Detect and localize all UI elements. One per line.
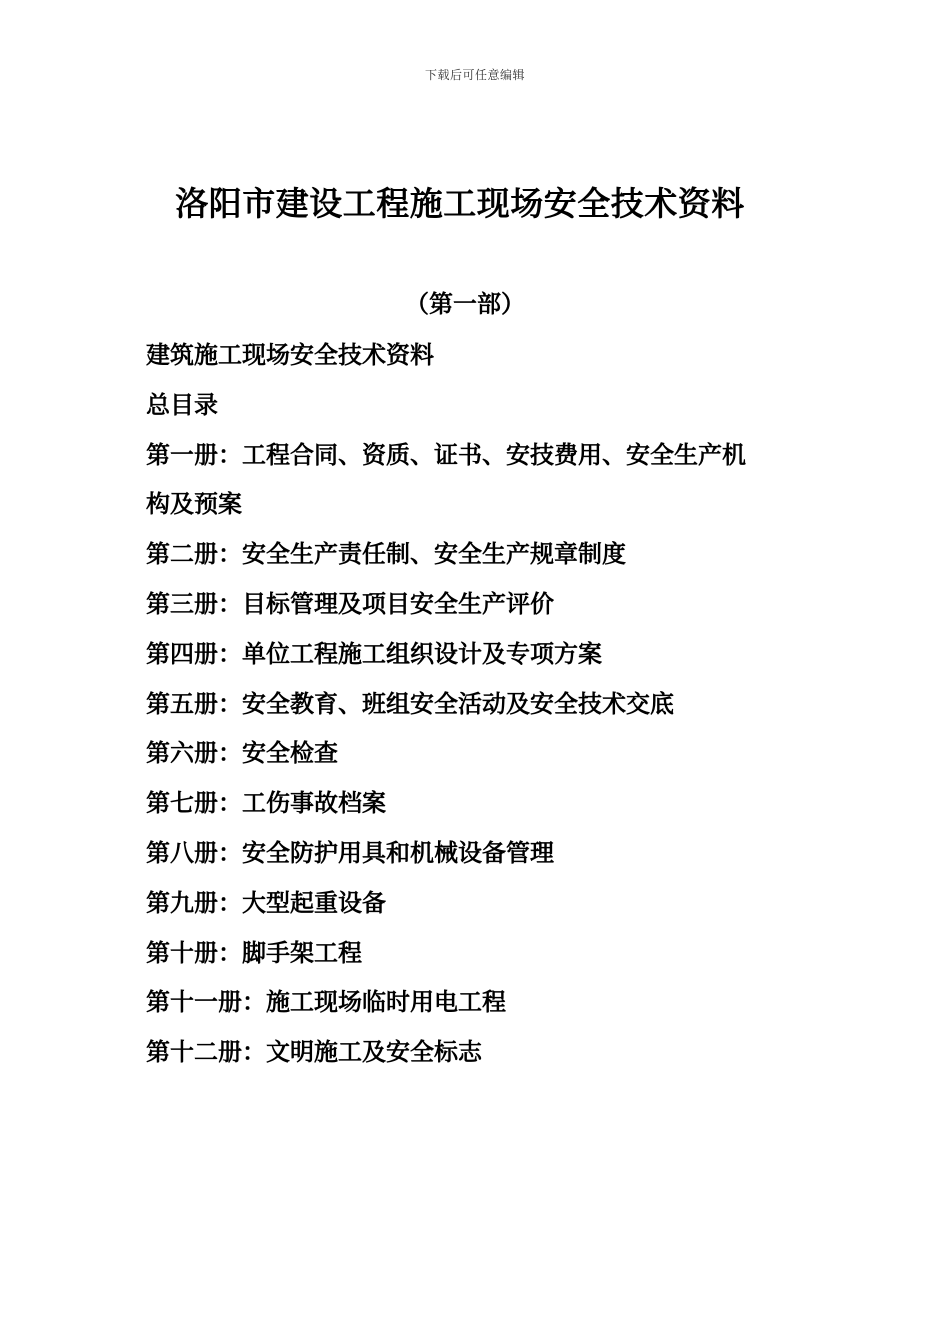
- toc-item: 第九册：大型起重设备: [146, 887, 386, 917]
- toc-item: 第七册：工伤事故档案: [146, 788, 386, 818]
- toc-item: 第八册：安全防护用具和机械设备管理: [146, 837, 554, 867]
- toc-heading: 总目录: [146, 389, 218, 419]
- part-label: （第一部）: [405, 289, 525, 318]
- toc-item: 第十册：脚手架工程: [146, 937, 362, 967]
- toc-item: 第三册：目标管理及项目安全生产评价: [146, 588, 554, 618]
- toc-item: 第五册：安全教育、班组安全活动及安全技术交底: [146, 688, 674, 718]
- toc-item: 第二册：安全生产责任制、安全生产规章制度: [146, 539, 626, 569]
- table-of-contents: [146, 330, 826, 1077]
- toc-item: 第十一册：施工现场临时用电工程: [146, 987, 506, 1017]
- toc-item: 第六册：安全检查: [146, 738, 338, 768]
- toc-item: 第十二册：文明施工及安全标志: [146, 1037, 482, 1067]
- toc-item: 第四册：单位工程施工组织设计及专项方案: [146, 638, 602, 668]
- document-title: 洛阳市建设工程施工现场安全技术资料: [175, 184, 745, 223]
- toc-subtitle: 建筑施工现场安全技术资料: [146, 340, 434, 369]
- toc-item: 构及预案: [146, 489, 242, 519]
- header-note: 下载后可任意编辑: [424, 68, 525, 82]
- toc-item: 第一册：工程合同、资质、证书、安技费用、安全生产机: [146, 439, 746, 469]
